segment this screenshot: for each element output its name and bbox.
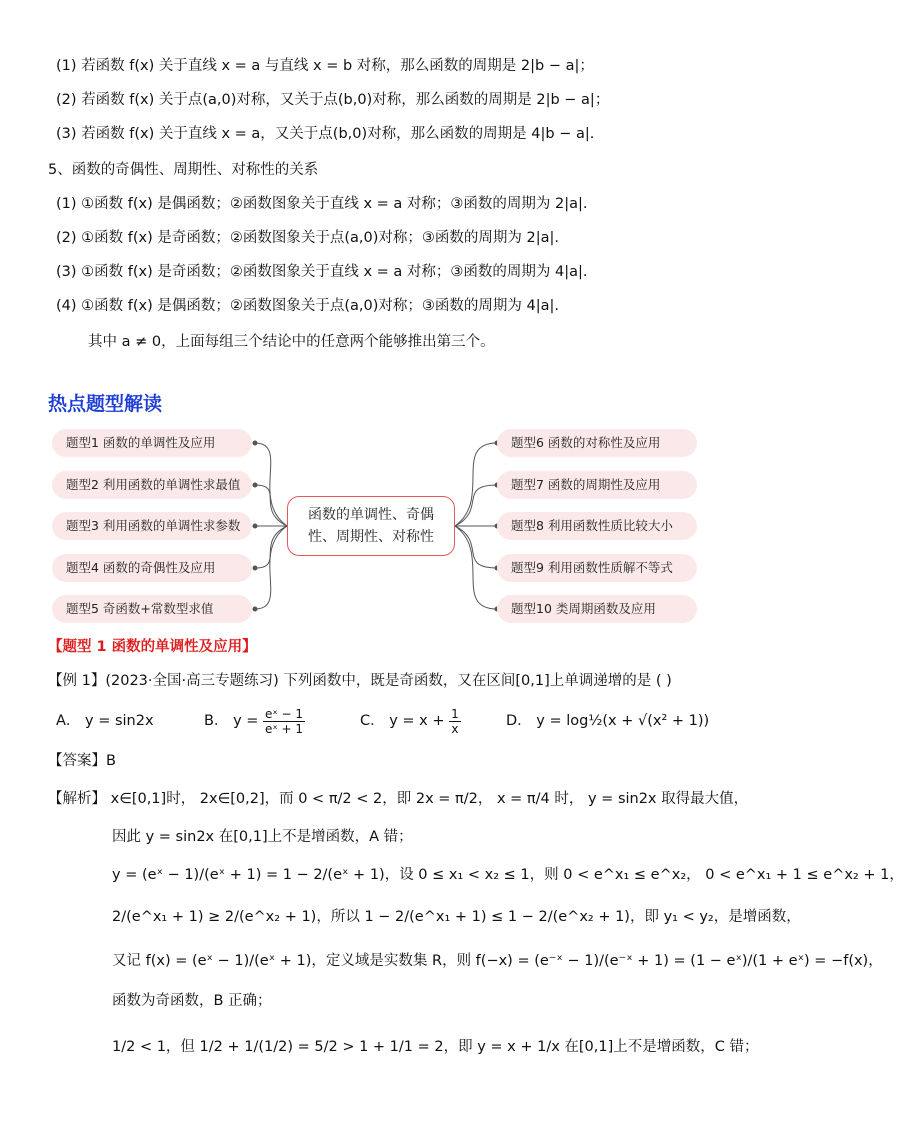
option-b-denominator: eˣ + 1 — [265, 721, 304, 736]
text-line-2: (2) 若函数 f(x) 关于点(a,0)对称，又关于点(b,0)对称，那么函数的周期是 2|b − a|； — [56, 92, 610, 108]
mindmap-right-2: 题型7 函数的周期性及应用 — [497, 471, 697, 499]
analysis-line-2: 因此 y = sin2x 在[0,1]上不是增函数，A 错； — [112, 829, 413, 845]
mindmap-center — [287, 496, 455, 556]
option-c-denominator: x — [451, 721, 459, 736]
option-c — [360, 704, 461, 738]
mindmap-left-5: 题型5 奇函数+常数型求值 — [52, 595, 252, 623]
text-line-1: (1) 若函数 f(x) 关于直线 x = a 与直线 x = b 对称，那么函数的周期是 2|b − a|； — [56, 58, 594, 74]
text-line-6: (2) ①函数 f(x) 是奇函数；②函数图象关于点(a,0)对称；③函数的周期为 2|a|. — [56, 230, 559, 246]
option-a: A． y = sin2x — [56, 713, 154, 729]
mindmap-right-3: 题型8 利用函数性质比较大小 — [497, 512, 697, 540]
text-line-5: (1) ①函数 f(x) 是偶函数；②函数图象关于直线 x = a 对称；③函数的周期为 2|a|. — [56, 196, 588, 212]
connector-left-2 — [255, 485, 287, 526]
text-line-3: (3) 若函数 f(x) 关于直线 x = a，又关于点(b,0)对称，那么函数的周期是 4|b − a|. — [56, 126, 595, 142]
analysis-line-4: 2/(e^x₁ + 1) ≥ 2/(e^x₂ + 1)，所以 1 − 2/(e^x₁ + 1) ≤ 1 − 2/(e^x₂ + 1)，即 y₁ < y₂，是增函数， — [112, 909, 801, 925]
option-b-numerator: eˣ − 1 — [265, 706, 304, 721]
text-line-8: (4) ①函数 f(x) 是偶函数；②函数图象关于点(a,0)对称；③函数的周期为 4|a|. — [56, 298, 559, 314]
option-c-numerator: 1 — [451, 706, 459, 721]
connector-right-4 — [455, 526, 497, 568]
mindmap-center-line2: 性、周期性、对称性 — [308, 529, 434, 545]
analysis-line-5: 又记 f(x) = (eˣ − 1)/(eˣ + 1)，定义域是实数集 R，则 f(−x) = (e⁻ˣ − 1)/(e⁻ˣ + 1) = (1 − eˣ)/(1 + eˣ) = −f(x)， — [112, 953, 883, 969]
mindmap-center-line1: 函数的单调性、奇偶 — [308, 507, 434, 523]
connector-right-1 — [455, 443, 497, 526]
connector-left-4 — [255, 526, 287, 568]
text-line-9: 其中 a ≠ 0，上面每组三个结论中的任意两个能够推出第三个。 — [88, 334, 495, 350]
option-c-fraction — [449, 707, 461, 736]
option-b-lhs: y = — [233, 713, 259, 729]
question-type-heading: 【题型 1 函数的单调性及应用】 — [48, 639, 257, 655]
mindmap-left-4: 题型4 函数的奇偶性及应用 — [52, 554, 252, 582]
heading-relations: 5、函数的奇偶性、周期性、对称性的关系 — [48, 162, 319, 178]
mindmap-right-1: 题型6 函数的对称性及应用 — [497, 429, 697, 457]
option-b-label: B． — [204, 713, 229, 729]
analysis-line-6: 函数为奇函数，B 正确； — [112, 993, 272, 1009]
option-b-fraction — [263, 707, 305, 736]
mindmap-left-1: 题型1 函数的单调性及应用 — [52, 429, 252, 457]
option-b — [204, 704, 305, 738]
option-c-lhs: y = x + — [389, 713, 445, 729]
mindmap-left-3: 题型3 利用函数的单调性求参数 — [52, 512, 252, 540]
option-d: D． y = log½(x + √(x² + 1)) — [506, 713, 710, 729]
analysis-line-7: 1/2 < 1，但 1/2 + 1/(1/2) = 5/2 > 1 + 1/1 = 2，即 y = x + 1/x 在[0,1]上不是增函数，C 错； — [112, 1039, 759, 1055]
section-title: 热点题型解读 — [48, 393, 163, 415]
analysis-line-1: 【解析】 x∈[0,1]时， 2x∈[0,2]，而 0 < π/2 < 2，即 2x = π/2， x = π/4 时， y = sin2x 取得最大值， — [48, 791, 749, 807]
analysis-line-3: y = (eˣ − 1)/(eˣ + 1) = 1 − 2/(eˣ + 1)，设 0 ≤ x₁ < x₂ ≤ 1，则 0 < e^x₁ ≤ e^x₂， 0 < e^x₁ + 1 ≤ e^x₂ + 1， — [112, 867, 904, 883]
answer-line: 【答案】B — [48, 753, 116, 769]
question-stem: 【例 1】(2023·全国·高三专题练习) 下列函数中，既是奇函数，又在区间[0,1]上单调递增的是 ( ) — [48, 673, 672, 689]
mindmap-right-5: 题型10 类周期函数及应用 — [497, 595, 697, 623]
connector-left-1 — [255, 443, 287, 526]
mindmap-left-2: 题型2 利用函数的单调性求最值 — [52, 471, 252, 499]
option-c-label: C． — [360, 713, 385, 729]
text-line-7: (3) ①函数 f(x) 是奇函数；②函数图象关于直线 x = a 对称；③函数的周期为 4|a|. — [56, 264, 588, 280]
mindmap-right-4: 题型9 利用函数性质解不等式 — [497, 554, 697, 582]
